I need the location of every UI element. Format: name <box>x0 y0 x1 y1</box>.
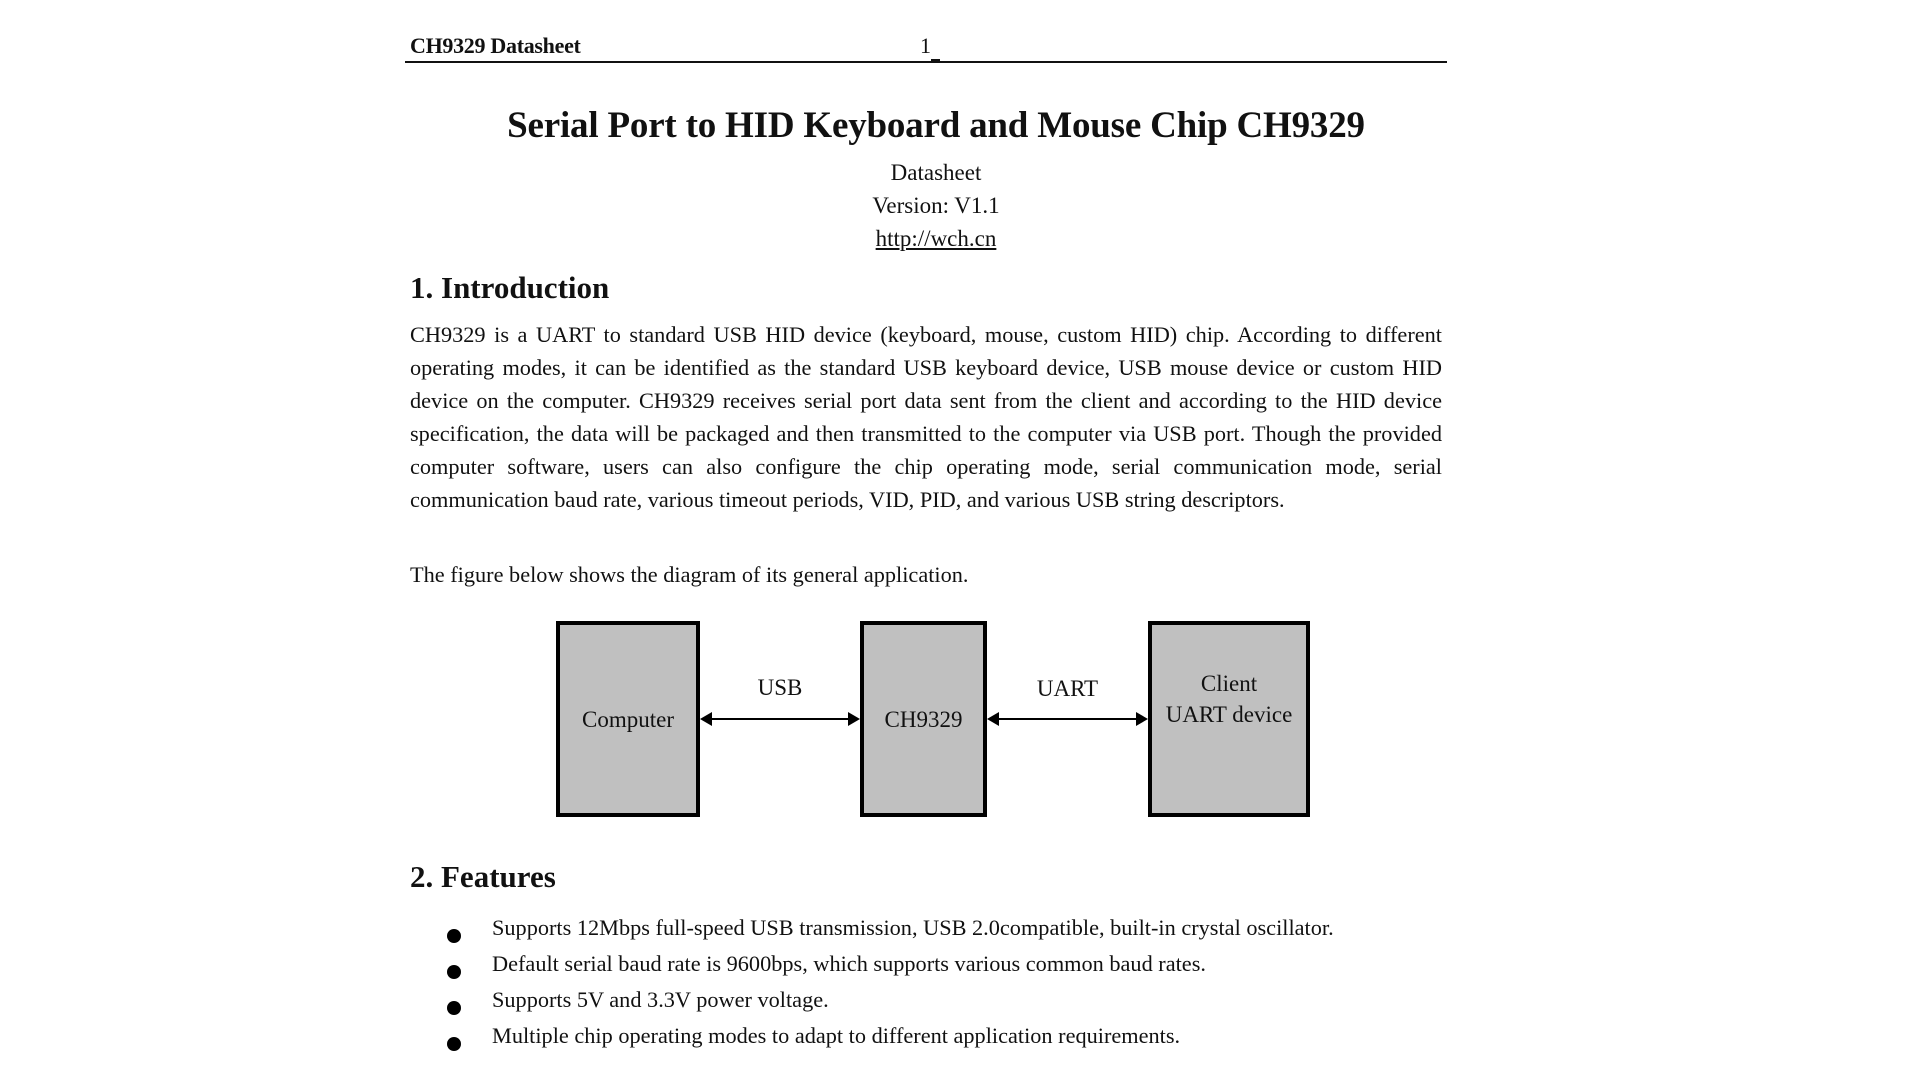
feature-text: Supports 5V and 3.3V power voltage. <box>492 987 829 1012</box>
running-header-title: CH9329 Datasheet <box>410 33 581 58</box>
arrowhead-right-icon <box>1136 712 1148 726</box>
feature-text: Supports 12Mbps full-speed USB transmission, USB 2.0compatible, built-in crystal oscillator. <box>492 915 1334 940</box>
section-heading-introduction: 1. Introduction <box>410 270 610 305</box>
arrowhead-right-icon <box>848 712 860 726</box>
diagram-block-client-uart-device <box>1148 621 1310 817</box>
bullet-icon <box>447 1001 461 1015</box>
bidirectional-arrow-usb <box>712 718 848 720</box>
arrowhead-left-icon <box>987 712 999 726</box>
feature-text: Multiple chip operating modes to adapt to different application requirements. <box>492 1023 1181 1048</box>
diagram-block-label: Computer <box>582 706 674 732</box>
arrowhead-left-icon <box>700 712 712 726</box>
section-heading-features: 2. Features <box>410 859 556 894</box>
bullet-icon <box>447 1037 461 1051</box>
header-divider <box>405 61 1447 63</box>
introduction-paragraph: CH9329 is a UART to standard USB HID device (keyboard, mouse, custom HID) chip. According to different operating modes, it can be identified as the standard USB keyboard device, USB mouse device or custom HID device on the computer. CH9329 receives serial port data sent from the client and according to the HID device specification, the data will be packaged and then transmitted to the computer via USB port. Though the provided computer software, users can also configure the chip operating mode, serial communication mode, serial communication baud rate, various timeout periods, VID, PID, and various USB string descriptors. <box>410 322 1442 512</box>
document-version: Version: V1.1 <box>872 193 1000 218</box>
diagram-caption-paragraph: The figure below shows the diagram of its general application. <box>410 562 969 587</box>
diagram-block-label-line2: UART device <box>1165 702 1293 727</box>
page-number: 1 <box>920 33 931 58</box>
diagram-block-label: CH9329 <box>884 706 963 732</box>
bullet-icon <box>447 929 461 943</box>
bullet-icon <box>447 965 461 979</box>
document-title: Serial Port to HID Keyboard and Mouse Chip CH9329 <box>507 105 1365 146</box>
diagram-block-ch9329 <box>860 621 987 817</box>
diagram-block-computer <box>556 621 700 817</box>
page-number-underline <box>931 59 940 63</box>
diagram-link-label-usb: USB <box>757 675 803 700</box>
document-subtitle: Datasheet <box>890 160 982 185</box>
bidirectional-arrow-uart <box>999 718 1136 720</box>
document-url-link[interactable]: http://wch.cn <box>875 226 997 251</box>
diagram-block-label-line1: Client <box>1200 671 1258 696</box>
feature-text: Default serial baud rate is 9600bps, which supports various common baud rates. <box>492 951 1206 976</box>
diagram-link-label-uart: UART <box>1036 676 1099 701</box>
